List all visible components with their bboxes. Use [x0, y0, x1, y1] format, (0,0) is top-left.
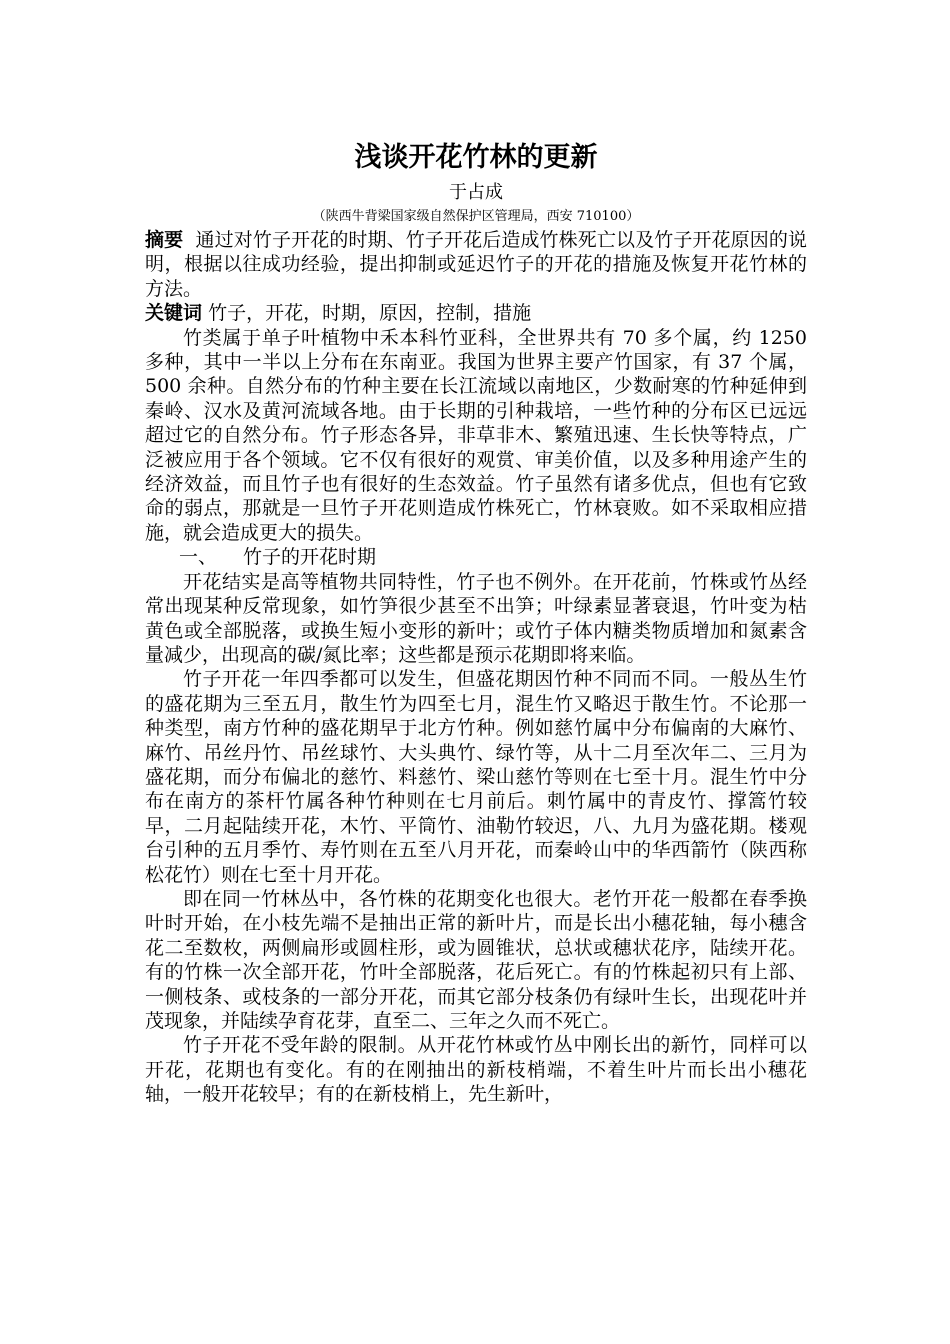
body-paragraph: 竹子开花不受年龄的限制。从开花竹林或竹丛中刚长出的新竹，同样可以开花，花期也有变化。有的在刚抽出的新枝梢端，不着生叶片而长出小穗花轴，一般开花较早；有的在新枝梢上，先生新叶，	[145, 1034, 807, 1106]
body-paragraph: 开花结实是高等植物共同特性，竹子也不例外。在开花前，竹株或竹丛经常出现某种反常现象，如竹笋很少甚至不出笋；叶绿素显著衰退，竹叶变为枯黄色或全部脱落，或换生短小变形的新叶；或竹子体内糖类物质增加和氮素含量减少，出现高的碳/氮比率；这些都是预示花期即将来临。	[145, 570, 807, 666]
keywords-label: 关键词	[145, 302, 203, 325]
abstract-text: 通过对竹子开花的时期、竹子开花后造成竹株死亡以及竹子开花原因的说明，根据以往成功经验，提出抑制或延迟竹子的开花的措施及恢复开花竹林的方法。	[145, 229, 807, 300]
document-title: 浅谈开花竹林的更新	[354, 142, 598, 173]
body-paragraph: 竹子开花一年四季都可以发生，但盛花期因竹种不同而不同。一般丛生竹的盛花期为三至五月，散生竹为四至七月，混生竹又略迟于散生竹。不论那一种类型，南方竹种的盛花期早于北方竹种。例如慈竹属中分布偏南的大麻竹、麻竹、吊丝丹竹、吊丝球竹、大头典竹、绿竹等，从十二月至次年二、三月为盛花期，而分布偏北的慈竹、料慈竹、梁山慈竹等则在七至十月。混生竹中分布在南方的茶杆竹属各种竹种则在七月前后。刺竹属中的青皮竹、撑篙竹较早，二月起陆续开花，木竹、平筒竹、油勒竹较迟，八、九月为盛花期。楼观台引种的五月季竹、寿竹则在五至八月开花，而秦岭山中的华西箭竹（陕西称松花竹）则在七至十月开花。	[145, 668, 807, 886]
keywords-text: 竹子，开花，时期，原因，控制，措施	[208, 302, 532, 325]
keywords	[145, 301, 807, 325]
intro-paragraph: 竹类属于单子叶植物中禾本科竹亚科，全世界共有 70 多个属，约 1250 多种，其中一半以上分布在东南亚。我国为世界主要产竹国家，有 37 个属，500 余种。自然分布的竹种主要在长江流域以南地区，少数耐寒的竹种延伸到秦岭、汉水及黄河流域各地。由于长期的引种栽培，一些竹种的分布区已远远超过它的自然分布。竹子形态各异，非草非木、繁殖迅速、生长快等特点，广泛被应用于各个领域。它不仅有很好的观赏、审美价值，以及多种用途产生的经济效益，而且竹子也有很好的生态效益。竹子虽然有诸多优点，但也有它致命的弱点，那就是一旦竹子开花则造成竹株死亡，竹林衰败。如不采取相应措施，就会造成更大的损失。	[145, 326, 807, 544]
section-number: 一、	[179, 546, 218, 569]
section-title: 竹子的开花时期	[243, 546, 377, 569]
abstract-label: 摘要	[145, 229, 184, 251]
author-name: 于占成	[449, 182, 503, 203]
abstract	[145, 228, 807, 301]
section-heading	[145, 545, 807, 569]
author-affiliation: （陕西牛背梁国家级自然保护区管理局，西安 710100）	[312, 209, 640, 224]
body-paragraph: 即在同一竹林丛中，各竹株的花期变化也很大。老竹开花一般都在春季换叶时开始，在小枝先端不是抽出正常的新叶片，而是长出小穗花轴，每小穗含花二至数枚，两侧扁形或圆柱形，或为圆锥状，总状或穗状花序，陆续开花。有的竹株一次全部开花，竹叶全部脱落，花后死亡。有的竹株起初只有上部、一侧枝条、或枝条的一部分开花，而其它部分枝条仍有绿叶生长，出现花叶并茂现象，并陆续孕育花芽，直至二、三年之久而不死亡。	[145, 887, 807, 1032]
